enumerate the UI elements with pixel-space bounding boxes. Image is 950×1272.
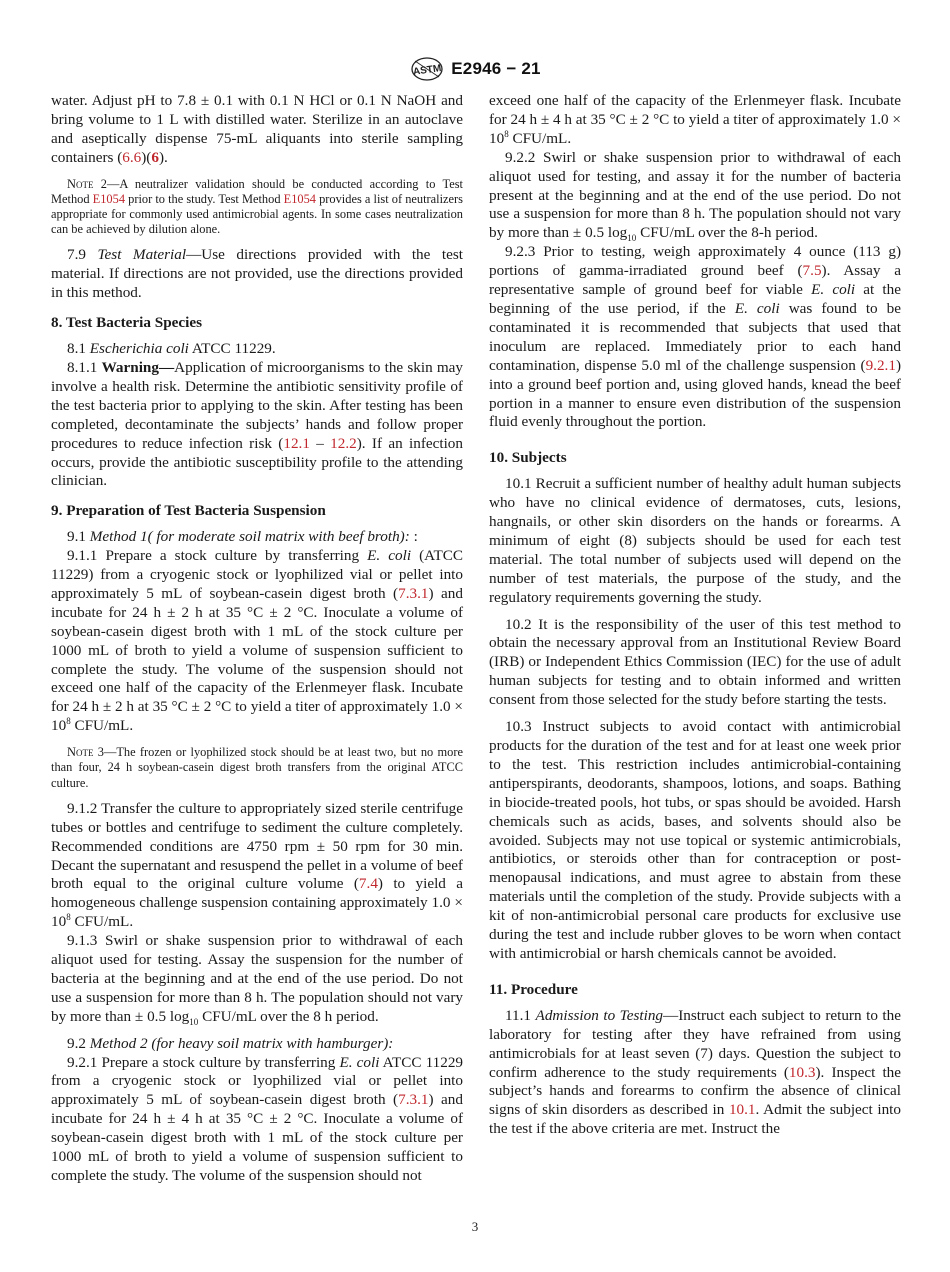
para-number: 9.1 — [67, 528, 90, 546]
paragraph-9-2-1 — [51, 1054, 463, 1186]
note-3 — [51, 745, 463, 791]
exponent: 8 — [66, 716, 71, 727]
xref-link[interactable]: 12.1 — [283, 434, 310, 452]
paragraph-9-1-1 — [51, 547, 463, 736]
section-heading-9: 9. Preparation of Test Bacteria Suspension — [51, 502, 326, 520]
text: Prepare a stock culture by transferring — [105, 547, 368, 565]
paragraph-7-9 — [51, 246, 463, 303]
page-header — [0, 56, 950, 82]
svg-text:ASTM: ASTM — [412, 63, 443, 78]
paragraph-9-2-3 — [489, 243, 901, 432]
text: CFU/mL over the 8 h period. — [198, 1007, 379, 1025]
para-number: 9.1.2 — [67, 799, 102, 817]
text: provides a list of neutralizers appropriate for commonly used antimicrobial agents. In some cases neutralization can be achieved by dilution alone. — [51, 191, 463, 237]
organism-name: E. coli — [734, 299, 780, 317]
xref-link[interactable]: 6 — [151, 148, 159, 166]
text: Prepare a stock culture by transferring — [101, 1053, 340, 1071]
text: was found to be contaminated it is recommended that subjects that used that inoculum are replaced. Immediately prior to each hand contamination, dispense 5.0 ml of the challenge suspension ( — [489, 299, 901, 374]
text: CFU/mL. — [70, 913, 134, 931]
exponent: 8 — [504, 128, 509, 139]
text: prior to the study. Test Method — [125, 191, 284, 206]
text: ). If an infection occurs, provide the antibiotic susceptibility profile to the attending clinician. — [51, 434, 463, 490]
text: at the beginning of the use period, if the — [489, 281, 901, 317]
para-number: 9.1.3 — [67, 932, 106, 950]
note-label: Note — [67, 745, 94, 760]
text: water. Adjust pH to 7.8 ± 0.1 with 0.1 N HCl or 0.1 N NaOH and bring volume to 1 L with distilled water. Sterilize in an autoclave and aseptically dispense 75-mL aliquants into sterile sampling containers ( — [51, 92, 463, 166]
xref-link[interactable]: 10.1 — [728, 1101, 756, 1119]
text: —Use directions provided with the test material. If directions are not provided, use the directions provided in this method. — [51, 246, 463, 302]
text: Application of microorganisms to the skin may involve a health risk. Determine the antibiotic sensitivity profile of the test bacteria prior to applying to the skin. After testing has been completed, decontaminate the subjects’ hands and follow proper procedures to reduce infection risk ( — [51, 358, 463, 452]
text: : — [409, 528, 418, 546]
text: CFU/mL. — [70, 717, 134, 735]
text: . Admit the subject into the test if the above criteria are met. Instruct the — [489, 1101, 901, 1138]
warning-label: Warning— — [101, 358, 175, 376]
text: – — [309, 434, 331, 452]
paragraph-10-2 — [489, 616, 901, 711]
xref-link[interactable]: 9.2.1 — [865, 356, 896, 374]
para-number: 9.2.3 — [505, 243, 544, 261]
text: Instruct subjects to avoid contact with antimicrobial products for the duration of the test and for at least one week prior to the test. This restriction includes antimicrobial-containing antiperspirants, deodorants, shampoos, lotions, and soaps. Bathing in biocide-treated pools, hot tubs, or spas should be avoided. Harsh chemicals such as acids, bases, and solvents should also be avoided. Subjects may not use topical or systemic antimicrobials, antibiotics, or steroids other than for contraception or post-menopausal indications, and must agree to abstain from these materials until the completion of the study. Provide subjects with a kit of non-antimicrobial personal care products for exclusive use during the test and include rubber gloves to be worn when contact with antimicrobial or harsh chemicals cannot be avoided. — [489, 718, 902, 962]
section-heading-8: 8. Test Bacteria Species — [51, 314, 203, 332]
subscript: 10 — [189, 1016, 199, 1027]
note-label: Note — [67, 176, 94, 191]
organism-name: Escherichia coli — [89, 340, 189, 358]
exponent: 8 — [66, 912, 71, 923]
text: exceed one half of the capacity of the Erlenmeyer flask. Incubate for 24 h ± 4 h at 35 °C ± 2 °C to yield a titer of approximately 1.0 × 10 — [489, 92, 901, 147]
paragraph-9-2-2 — [489, 149, 901, 244]
text: CFU/mL. — [508, 129, 572, 147]
page-number: 3 — [471, 1219, 479, 1234]
text: ) into a ground beef portion and, using gloved hands, knead the beef portion in a manner to ensure even distribution of the suspension fluid evenly throughout the portion. — [489, 356, 901, 431]
text: Swirl or shake suspension prior to withdrawal of each aliquot used for testing. Assay the suspension for the number of bacteria at the beginning and at the end of the use period. Do not use a suspension for more than 8 h. The population should not vary by more than ± 0.5 log — [51, 932, 463, 1025]
para-number: 9.2.1 — [67, 1053, 102, 1071]
para-number: 8.1.1 — [67, 358, 102, 376]
text: —Instruct each subject to return to the laboratory for testing after they have refrained from using antimicrobials for at least seven (7) days. Question the subject to confirm adherence to the study requirements ( — [489, 1006, 901, 1081]
paragraph-water-prep — [51, 92, 463, 168]
paragraph-9-1 — [51, 528, 463, 547]
xref-link[interactable]: 7.5 — [802, 262, 822, 280]
organism-name: E. coli — [367, 547, 412, 565]
text: Transfer the culture to appropriately sized sterile centrifuge tubes or bottles and centrifuge to sediment the culture completely. Recommended conditions are 4750 rpm ± 50 rpm for 30 min. Decant the supernatant and resuspend the pellet in a volume of beef broth equal to the original culture volume ( — [51, 799, 463, 893]
text: 3—The frozen or lyophilized stock should be at least two, but no more than four, 24 h soybean-casein digest broth transfers from the original ATCC culture. — [51, 745, 463, 790]
paragraph-8-1-1 — [51, 359, 463, 491]
text: Recruit a sufficient number of healthy adult human subjects who have no clinical evidence of dermatoses, cuts, lesions, hangnails, or other skin disorders on the hands or forearms. A minimum of eight (8) subjects should be used for each test material. The total number of subjects used will depend on the number of test materials, the purpose of the study, and the regulatory requirements governing the study. — [489, 475, 902, 606]
para-number: 8.1 — [67, 340, 90, 358]
xref-link[interactable]: 7.3.1 — [398, 584, 429, 602]
text: It is the responsibility of the user of this test method to obtain the necessary approval from an Institutional Review Board (IRB) or Independent Ethics Commission (IEC) for the use of adult human subjects for testing and to obtain informed and written consent from those selected for the study before starting the tests. — [489, 615, 901, 709]
xref-link[interactable]: 7.4 — [358, 875, 378, 893]
paragraph-10-1 — [489, 475, 901, 607]
para-number: 10.3 — [505, 718, 543, 736]
text: ). Inspect the subject’s hands and forearms to confirm the absence of clinical signs of skin disorders as described in — [489, 1063, 901, 1119]
paragraph-10-3 — [489, 718, 901, 964]
para-title: Admission to Testing — [535, 1006, 664, 1024]
text: ). — [158, 148, 168, 166]
text: Swirl or shake suspension prior to withdrawal of each aliquot used for testing, and assay it for the number of bacteria present at the beginning and at the end of the use period. Do not use a suspension for more than 8 h. The population should not vary by more than ± 0.5 log — [489, 148, 901, 242]
right-column — [489, 92, 901, 1139]
note-2 — [51, 177, 463, 238]
para-title: Method 2 (for heavy soil matrix with hamburger): — [89, 1034, 394, 1052]
document-id: E2946 − 21 — [451, 59, 541, 78]
para-number: 7.9 — [67, 246, 98, 264]
astm-logo-icon — [409, 56, 445, 82]
xref-link[interactable]: 6.6 — [122, 148, 142, 166]
xref-link[interactable]: E1054 — [283, 191, 316, 206]
left-column — [51, 92, 463, 1186]
paragraph-9-2-1-continued — [489, 92, 901, 149]
paragraph-9-1-2 — [51, 800, 463, 932]
text: CFU/mL over the 8-h period. — [636, 224, 818, 242]
paragraph-8-1 — [51, 340, 463, 359]
paragraph-11-1 — [489, 1007, 901, 1139]
xref-link[interactable]: 12.2 — [330, 434, 357, 452]
para-number: 9.1.1 — [67, 547, 106, 565]
para-number: 10.2 — [505, 615, 539, 633]
para-number: 9.2 — [67, 1034, 90, 1052]
para-number: 10.1 — [505, 475, 536, 493]
subscript: 10 — [627, 233, 637, 244]
text: (ATCC 11229) from a cryogenic stock or lyophilized vial or pellet into approximately 5 mL of soybean-casein digest broth ( — [51, 547, 463, 602]
para-title: Test Material — [97, 246, 187, 264]
section-heading-11: 11. Procedure — [489, 980, 578, 998]
text: ATCC 11229 from a cryogenic stock or lyophilized vial or pellet into approximately 5 mL of soybean-casein digest broth ( — [51, 1053, 464, 1109]
paragraph-9-1-3 — [51, 932, 463, 1027]
paragraph-9-2 — [51, 1035, 463, 1054]
text: ATCC 11229. — [188, 340, 276, 358]
para-number: 9.2.2 — [505, 148, 544, 166]
xref-link[interactable]: 7.3.1 — [398, 1091, 429, 1109]
section-heading-10: 10. Subjects — [489, 449, 567, 467]
organism-name: E. coli — [339, 1053, 380, 1071]
text: ). Assay a representative sample of ground beef for viable — [489, 262, 901, 299]
text: ) and incubate for 24 h ± 2 h at 35 °C ± 2 °C. Inoculate a volume of soybean-casein digest broth with 1 mL of the stock culture per 1000 mL of broth to yield a volume of suspension sufficient to complete the study. The volume of the suspension should not exceed one half of the capacity of the Erlenmeyer flask. Incubate for 24 h ± 2 h at 35 °C ± 2 °C to yield a titer of approximately 1.0 × 10 — [51, 584, 463, 735]
text: )( — [141, 148, 152, 166]
text: 2—A neutralizer validation should be conducted according to Test Method — [51, 176, 463, 206]
text: ) to yield a homogeneous challenge suspension containing approximately 1.0 × 10 — [51, 875, 463, 931]
text: Prior to testing, weigh approximately 4 ounce (113 g) portions of gamma-irradiated ground beef ( — [489, 243, 902, 280]
organism-name: E. coli — [811, 281, 856, 299]
text: ) and incubate for 24 h ± 4 h at 35 °C ± 2 °C. Inoculate a volume of soybean-casein digest broth with 1 mL of the stock culture per 1000 mL of broth to yield a volume of suspension sufficient to complete the study. The volume of the suspension should not — [51, 1091, 463, 1185]
xref-link[interactable]: E1054 — [92, 191, 126, 206]
xref-link[interactable]: 10.3 — [788, 1063, 816, 1081]
para-title: Method 1( for moderate soil matrix with beef broth): — [89, 528, 410, 546]
para-number: 11.1 — [505, 1006, 536, 1024]
